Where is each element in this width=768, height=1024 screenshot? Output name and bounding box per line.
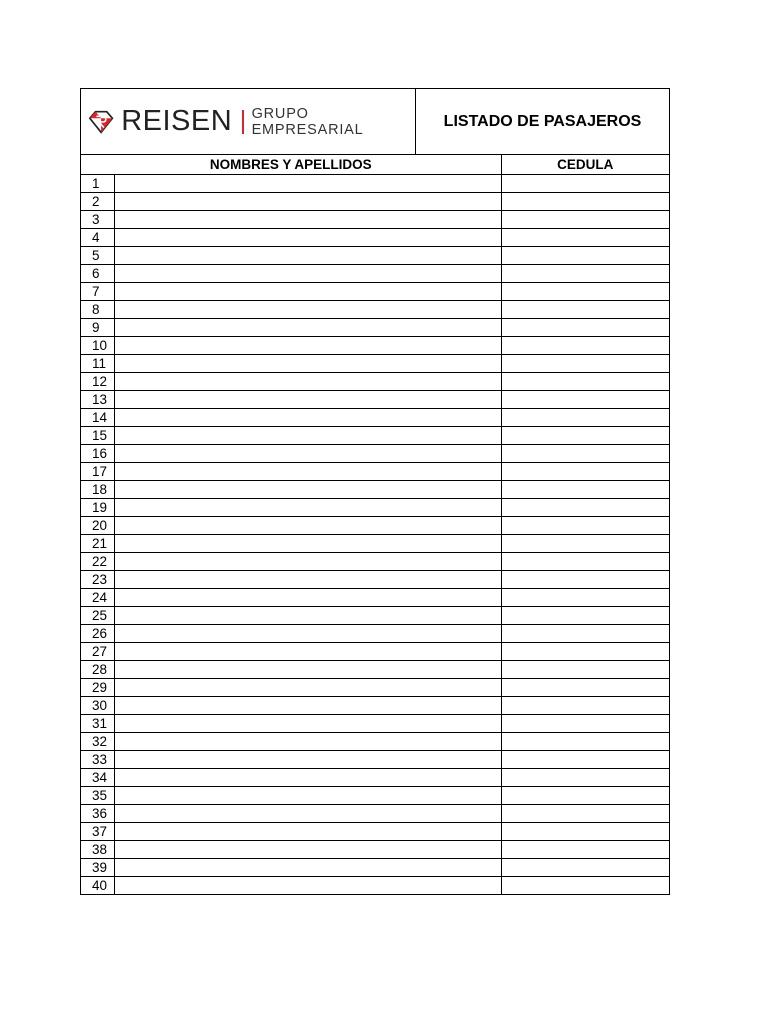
name-cell[interactable]	[114, 498, 501, 516]
row-number: 10	[81, 336, 114, 354]
id-cell[interactable]	[501, 228, 669, 246]
table-row	[81, 282, 669, 300]
row-number: 6	[81, 264, 114, 282]
row-number: 4	[81, 228, 114, 246]
name-cell[interactable]	[114, 678, 501, 696]
brand-name: REISEN	[121, 105, 233, 137]
table-row	[81, 768, 669, 786]
name-cell[interactable]	[114, 300, 501, 318]
table-row	[81, 606, 669, 624]
name-cell[interactable]	[114, 570, 501, 588]
table-row	[81, 642, 669, 660]
name-cell[interactable]	[114, 516, 501, 534]
name-cell[interactable]	[114, 660, 501, 678]
name-cell[interactable]	[114, 606, 501, 624]
table-row	[81, 624, 669, 642]
id-cell[interactable]	[501, 498, 669, 516]
id-cell[interactable]	[501, 426, 669, 444]
row-number: 13	[81, 390, 114, 408]
name-cell[interactable]	[114, 372, 501, 390]
row-number: 19	[81, 498, 114, 516]
id-cell[interactable]	[501, 696, 669, 714]
page-title: LISTADO DE PASAJEROS	[443, 112, 642, 130]
row-number: 34	[81, 768, 114, 786]
id-cell[interactable]	[501, 714, 669, 732]
row-number: 17	[81, 462, 114, 480]
row-number: 20	[81, 516, 114, 534]
id-cell[interactable]	[501, 354, 669, 372]
row-number: 36	[81, 804, 114, 822]
id-cell[interactable]	[501, 804, 669, 822]
table-row	[81, 678, 669, 696]
id-cell[interactable]	[501, 624, 669, 642]
name-cell[interactable]	[114, 408, 501, 426]
table-row	[81, 246, 669, 264]
name-cell[interactable]	[114, 876, 501, 894]
table-row	[81, 354, 669, 372]
id-cell[interactable]	[501, 840, 669, 858]
table-row	[81, 372, 669, 390]
name-cell[interactable]	[114, 336, 501, 354]
name-cell[interactable]	[114, 714, 501, 732]
passenger-list-sheet	[80, 88, 670, 895]
name-cell[interactable]	[114, 480, 501, 498]
id-cell[interactable]	[501, 264, 669, 282]
name-cell[interactable]	[114, 282, 501, 300]
row-number: 27	[81, 642, 114, 660]
row-number: 38	[81, 840, 114, 858]
id-cell[interactable]	[501, 192, 669, 210]
table-row	[81, 858, 669, 876]
table-row	[81, 750, 669, 768]
id-cell[interactable]	[501, 408, 669, 426]
row-number: 16	[81, 444, 114, 462]
name-cell[interactable]	[114, 750, 501, 768]
id-cell[interactable]	[501, 606, 669, 624]
id-cell[interactable]	[501, 642, 669, 660]
name-cell[interactable]	[114, 192, 501, 210]
row-number: 40	[81, 876, 114, 894]
table-row	[81, 444, 669, 462]
name-cell[interactable]	[114, 534, 501, 552]
name-cell[interactable]	[114, 552, 501, 570]
table-row	[81, 786, 669, 804]
id-cell[interactable]	[501, 822, 669, 840]
id-cell[interactable]	[501, 480, 669, 498]
row-number: 7	[81, 282, 114, 300]
table-row	[81, 804, 669, 822]
id-cell[interactable]	[501, 570, 669, 588]
company-logo	[81, 89, 416, 154]
table-row	[81, 228, 669, 246]
id-cell[interactable]	[501, 750, 669, 768]
id-cell[interactable]	[501, 444, 669, 462]
table-row	[81, 192, 669, 210]
table-row	[81, 498, 669, 516]
row-number: 8	[81, 300, 114, 318]
row-number: 2	[81, 192, 114, 210]
row-number: 5	[81, 246, 114, 264]
table-row	[81, 516, 669, 534]
table-row	[81, 318, 669, 336]
row-number: 18	[81, 480, 114, 498]
name-cell[interactable]	[114, 246, 501, 264]
id-cell[interactable]	[501, 516, 669, 534]
id-cell[interactable]	[501, 210, 669, 228]
table-row	[81, 174, 669, 192]
row-number: 9	[81, 318, 114, 336]
table-row	[81, 300, 669, 318]
passenger-table	[81, 155, 669, 894]
name-cell[interactable]	[114, 210, 501, 228]
table-row	[81, 588, 669, 606]
id-cell[interactable]	[501, 318, 669, 336]
name-cell[interactable]	[114, 858, 501, 876]
id-cell[interactable]	[501, 300, 669, 318]
row-number: 23	[81, 570, 114, 588]
id-cell[interactable]	[501, 678, 669, 696]
id-cell[interactable]	[501, 462, 669, 480]
row-number: 26	[81, 624, 114, 642]
table-row	[81, 822, 669, 840]
id-cell[interactable]	[501, 282, 669, 300]
name-cell[interactable]	[114, 822, 501, 840]
table-row	[81, 570, 669, 588]
table-row	[81, 426, 669, 444]
name-cell[interactable]	[114, 804, 501, 822]
name-cell[interactable]	[114, 786, 501, 804]
brand-separator	[242, 110, 243, 134]
table-row	[81, 264, 669, 282]
id-cell[interactable]	[501, 552, 669, 570]
id-cell[interactable]	[501, 660, 669, 678]
row-number: 25	[81, 606, 114, 624]
table-row	[81, 390, 669, 408]
name-cell[interactable]	[114, 696, 501, 714]
table-body	[81, 174, 669, 894]
row-number: 28	[81, 660, 114, 678]
table-row	[81, 732, 669, 750]
name-cell[interactable]	[114, 228, 501, 246]
id-cell[interactable]	[501, 246, 669, 264]
diamond-logo-icon	[87, 107, 115, 137]
id-cell[interactable]	[501, 786, 669, 804]
table-row	[81, 696, 669, 714]
row-number: 31	[81, 714, 114, 732]
name-cell[interactable]	[114, 264, 501, 282]
id-cell[interactable]	[501, 858, 669, 876]
table-row	[81, 480, 669, 498]
row-number: 39	[81, 858, 114, 876]
id-cell[interactable]	[501, 372, 669, 390]
name-cell[interactable]	[114, 624, 501, 642]
row-number: 12	[81, 372, 114, 390]
table-row	[81, 876, 669, 894]
name-cell[interactable]	[114, 390, 501, 408]
id-cell[interactable]	[501, 588, 669, 606]
row-number: 37	[81, 822, 114, 840]
table-row	[81, 552, 669, 570]
id-cell[interactable]	[501, 174, 669, 192]
row-number: 32	[81, 732, 114, 750]
table-row	[81, 660, 669, 678]
row-number: 21	[81, 534, 114, 552]
id-cell[interactable]	[501, 876, 669, 894]
row-number: 1	[81, 174, 114, 192]
row-number: 22	[81, 552, 114, 570]
name-cell[interactable]	[114, 354, 501, 372]
table-row	[81, 462, 669, 480]
table-row	[81, 408, 669, 426]
id-cell[interactable]	[501, 768, 669, 786]
row-number: 14	[81, 408, 114, 426]
name-cell[interactable]	[114, 444, 501, 462]
id-cell[interactable]	[501, 534, 669, 552]
row-number: 35	[81, 786, 114, 804]
brand-subtitle: GRUPO EMPRESARIAL	[251, 105, 364, 138]
table-header-row	[81, 155, 669, 174]
table-row	[81, 336, 669, 354]
table-row	[81, 840, 669, 858]
name-cell[interactable]	[114, 318, 501, 336]
id-cell[interactable]	[501, 390, 669, 408]
sheet-header	[81, 89, 669, 155]
row-number: 15	[81, 426, 114, 444]
name-cell[interactable]	[114, 732, 501, 750]
name-cell[interactable]	[114, 462, 501, 480]
id-cell[interactable]	[501, 732, 669, 750]
column-header-id: CEDULA	[501, 155, 669, 174]
id-cell[interactable]	[501, 336, 669, 354]
name-cell[interactable]	[114, 426, 501, 444]
table-row	[81, 534, 669, 552]
table-row	[81, 210, 669, 228]
name-cell[interactable]	[114, 642, 501, 660]
name-cell[interactable]	[114, 840, 501, 858]
table-row	[81, 714, 669, 732]
row-number: 3	[81, 210, 114, 228]
column-header-names: NOMBRES Y APELLIDOS	[81, 155, 501, 174]
row-number: 24	[81, 588, 114, 606]
row-number: 29	[81, 678, 114, 696]
name-cell[interactable]	[114, 768, 501, 786]
name-cell[interactable]	[114, 174, 501, 192]
name-cell[interactable]	[114, 588, 501, 606]
row-number: 11	[81, 354, 114, 372]
row-number: 33	[81, 750, 114, 768]
row-number: 30	[81, 696, 114, 714]
